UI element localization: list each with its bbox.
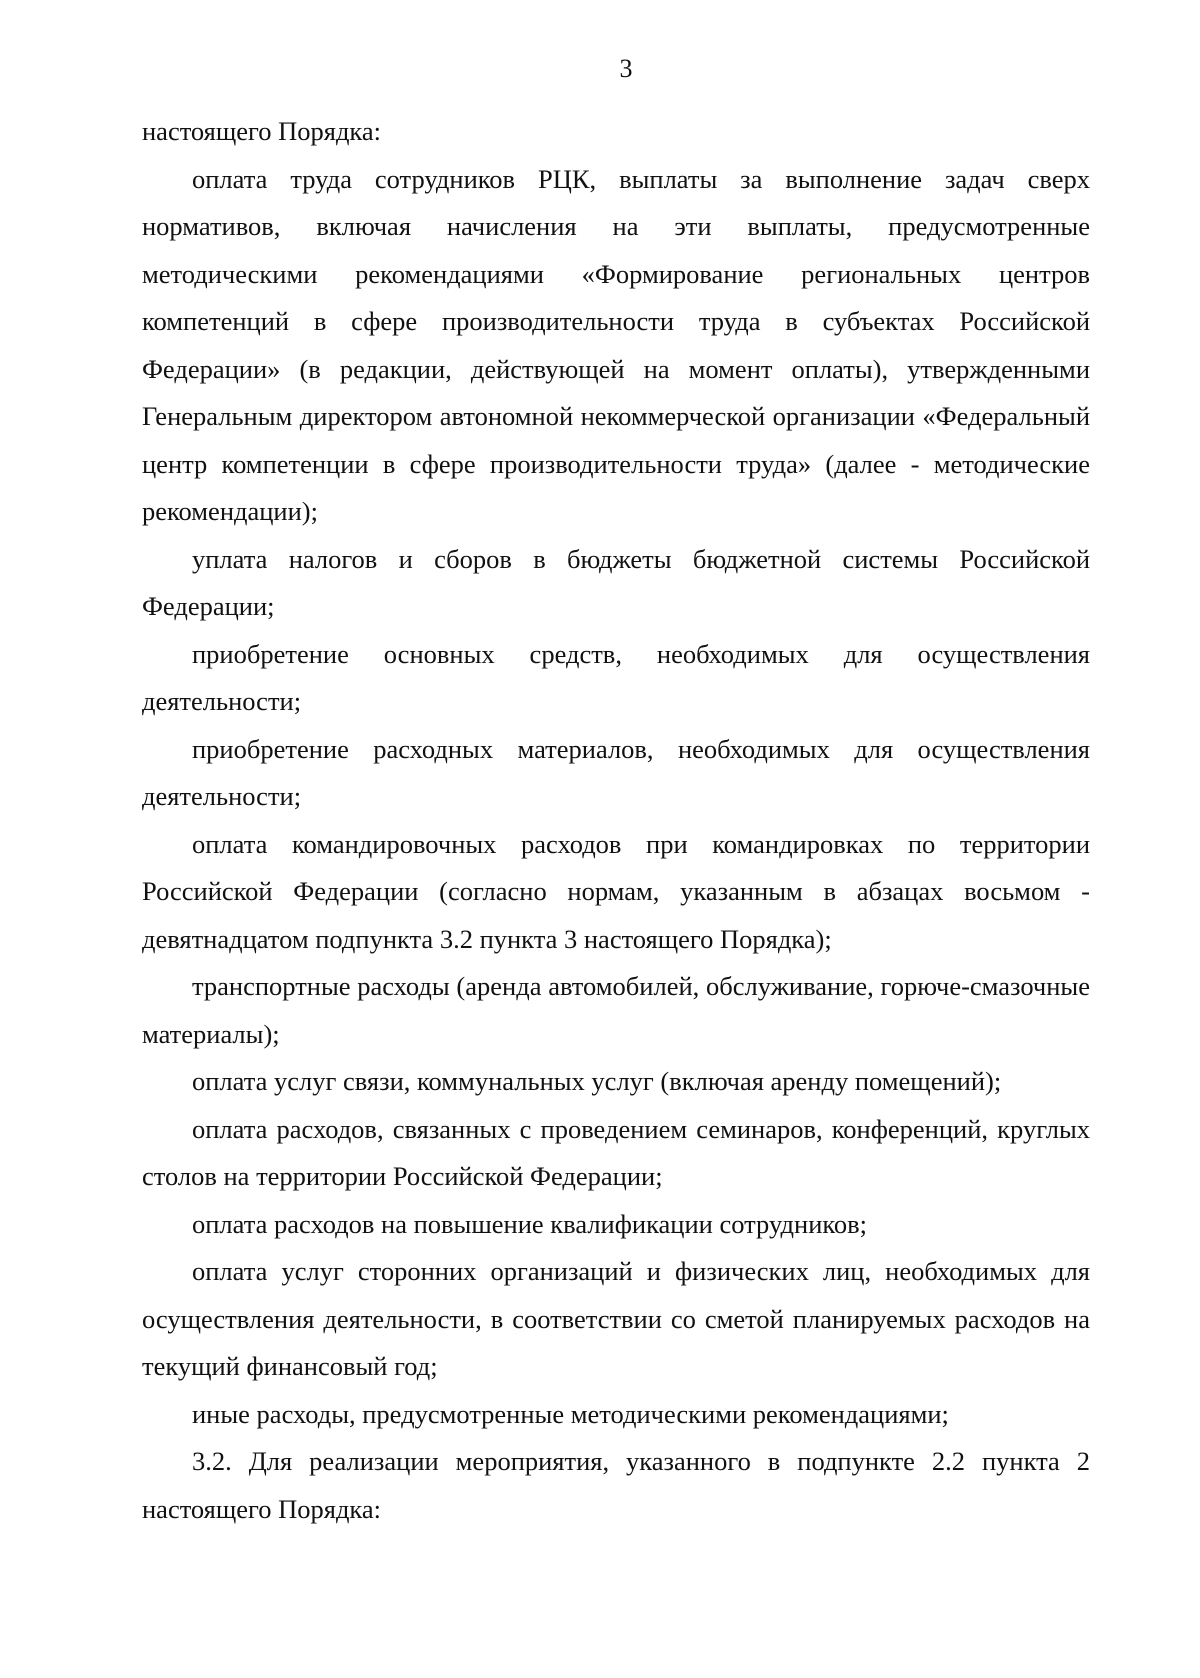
paragraph-other-expenses: иные расходы, предусмотренные методическими рекомендациями; (192, 1398, 949, 1429)
paragraph-training: оплата расходов на повышение квалификации сотрудников; (192, 1208, 868, 1239)
paragraph-clause-3-2: 3.2. Для реализации мероприятия, указанного в подпункте 2.2 пункта 2 настоящего Порядка: (142, 1446, 1090, 1524)
page-number: 3 (619, 54, 633, 83)
paragraph-transport: транспортные расходы (аренда автомобилей, обслуживание, горюче-смазочные материалы); (142, 971, 1090, 1049)
paragraph-staff-pay: оплата труда сотрудников РЦК, выплаты за выполнение задач сверх нормативов, включая начисления на эти выплаты, предусмотренные методическими рекомендациями «Формирование региональных центров компетенций в сфере производительности труда в субъектах Российской Федерации» (в редакции, действующей на момент оплаты), утвержденными Генеральным директором автономной некоммерческой организации «Федеральный центр компетенции в сфере производительности труда» (далее - методические рекомендации); (142, 163, 1090, 526)
paragraph-utilities: оплата услуг связи, коммунальных услуг (включая аренду помещений); (192, 1066, 1002, 1096)
paragraph-third-party-services: оплата услуг сторонних организаций и физических лиц, необходимых для осуществления деятельности, в соответствии со сметой планируемых расходов на текущий финансовый год; (142, 1256, 1090, 1381)
paragraph-continuation: настоящего Порядка: (142, 116, 382, 146)
paragraph-business-trips: оплата командировочных расходов при командировках по территории Российской Федерации (согласно нормам, указанным в абзацах восьмом - девятнадцатом подпункта 3.2 пункта 3 настоящего Порядка); (142, 828, 1090, 954)
paragraph-fixed-assets: приобретение основных средств, необходимых для осуществления деятельности; (142, 638, 1090, 716)
paragraph-seminars: оплата расходов, связанных с проведением семинаров, конференций, круглых столов на территории Российской Федерации; (142, 1113, 1090, 1191)
paragraph-taxes: уплата налогов и сборов в бюджеты бюджетной системы Российской Федерации; (142, 543, 1090, 621)
paragraph-consumables: приобретение расходных материалов, необходимых для осуществления деятельности; (142, 733, 1090, 811)
document-body (142, 108, 1090, 1533)
